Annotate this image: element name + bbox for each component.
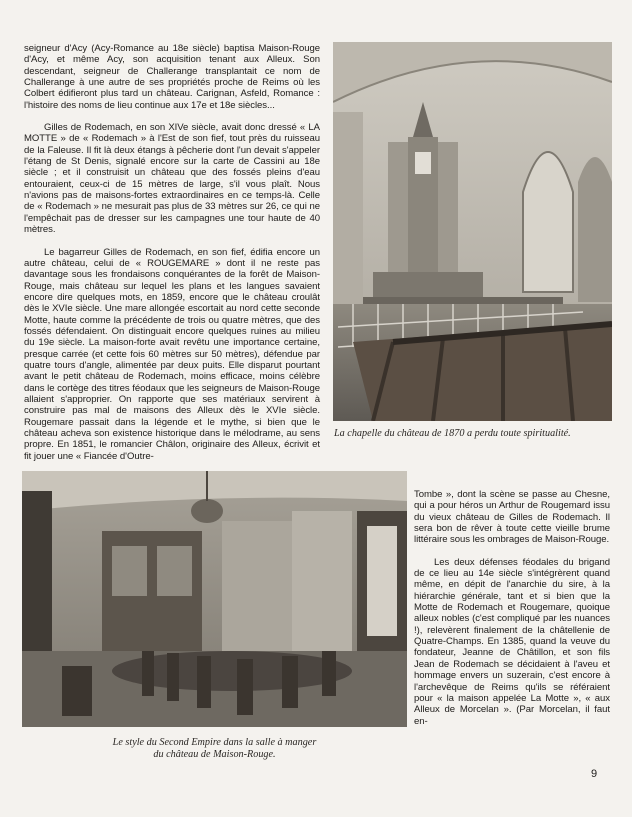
dining-room-caption — [22, 737, 407, 761]
article-column-top — [24, 43, 320, 462]
paragraph: Tombe », dont la scène se passe au Chesne, qui a pour héros un Arthur de Rougemard issu du vieux château de Gilles de Rodemach. Il sera bon de rêver à toute cette vieille brume littéraire sous les ombrages de Maison-Rouge. — [414, 489, 610, 546]
paragraph: Les deux défenses féodales du brigand de ce lieu au 14e siècle s'intégrèrent quand même, en dépit de l'anarchie du sire, à la hiérarchie générale, tant et si bien que la Motte de Rodemach et Rougemare, quoique alleux nobles (c'est compliqué par les nuances !), relevèrent finalement de la châtellenie de Quatre-Champs. En 1385, quand la veuve du fondateur, Jeanne de Châtillon, et son fils Jean de Rodemach se décidaient à l'aveu et hommage envers un suzerain, c'est encore à l'archevêque de Reims qu'ils se référaient pour « la maison appelée La Motte », « aux Alleux de Morcelan ». (Par Morcelan, il faut en- — [414, 556, 610, 727]
article-column-right — [414, 489, 610, 727]
paragraph: Gilles de Rodemach, en son XIVe siècle, avait donc dressé « LA MOTTE » de « Rodemach » à l'Est de son fief, tout près du ruisseau de la Faleuse. Il fit là deux étangs à pêcherie dont l'un devait s'appeler l'étang de St Denis, signalé encore sur la carte de Cassini au 18e siècle ; et il construisit un château que des fossés pleins d'eau entouraient, ceux-ci de 15 mètres de large, s'il vous plaît. Nous n'avions pas de maisons-fortes extraordinaires en ce temps-là. Celle de « Rodemach » ne mesurait pas plus de 33 mètres sur 26, ce qui ne l'empêchait pas de dresser sur les campagnes une tour haute de 40 mètres. — [24, 122, 320, 236]
chapel-caption: La chapelle du château de 1870 a perdu toute spiritualité. — [334, 428, 571, 439]
caption-line: du château de Maison-Rouge. — [153, 749, 276, 760]
chapel-photo — [333, 42, 612, 421]
paragraph: seigneur d'Acy (Acy-Romance au 18e siècle) baptisa Maison-Rouge d'Acy, et même Acy, son acquisition tenant aux Alleux. Son descendant, seigneur de Challerange transplantait ce nom de Challerange à une autre de ses propriétés proche de Reims où les Colbert édifieront plus tard un château. Carignan, Asfeld, Romance : l'histoire des noms de lieu continue aux 17e et 18e siècles... — [24, 43, 320, 111]
dining-room-photo — [22, 471, 407, 727]
page-number: 9 — [591, 768, 598, 780]
paragraph: Le bagarreur Gilles de Rodemach, en son fief, édifia encore un autre château, celui de « ROUGEMARE » dont il ne reste pas davantage sous les frondaisons conquérantes de la forêt de Maison-Rouge, mais château sur lequel les plans et les langues savaient encore dire quelques mots, en 1859, encore que le château croulât dès le XVIe siècle. Une mare allongée escortait au nord cette seconde Motte, haute comme la précédente de trois ou quatre mètres, que des fossés défendaient. On distinguait encore quelques ruines au milieu du 19e siècle. La maison-forte avait revêtu une importance certaine, presque carrée (et cette fois 60 mètres sur 50 mètres), défendue par quatre tours d'angle, alimentée par deux puits. Elle disparut pourtant avant le petit château de Rodemach, moins efficace, moins célèbre dans le cortège des titres féodaux que les seigneurs de Maison-Rouge allaient s'approprier. On rapporte que ses matériaux servirent à construire pas mal de maisons des Alleux dès le XVIe siècle. Rougemare passait dans la légende et le mythe, si bien que le château acheva son existence historique dans le mélodrame, au sens propre. En 1851, le romancier Châlon, originaire des Alleux, écrivit et fit jouer une « Fiancée d'Outre- — [24, 246, 320, 462]
caption-line: Le style du Second Empire dans la salle à manger — [112, 737, 317, 748]
